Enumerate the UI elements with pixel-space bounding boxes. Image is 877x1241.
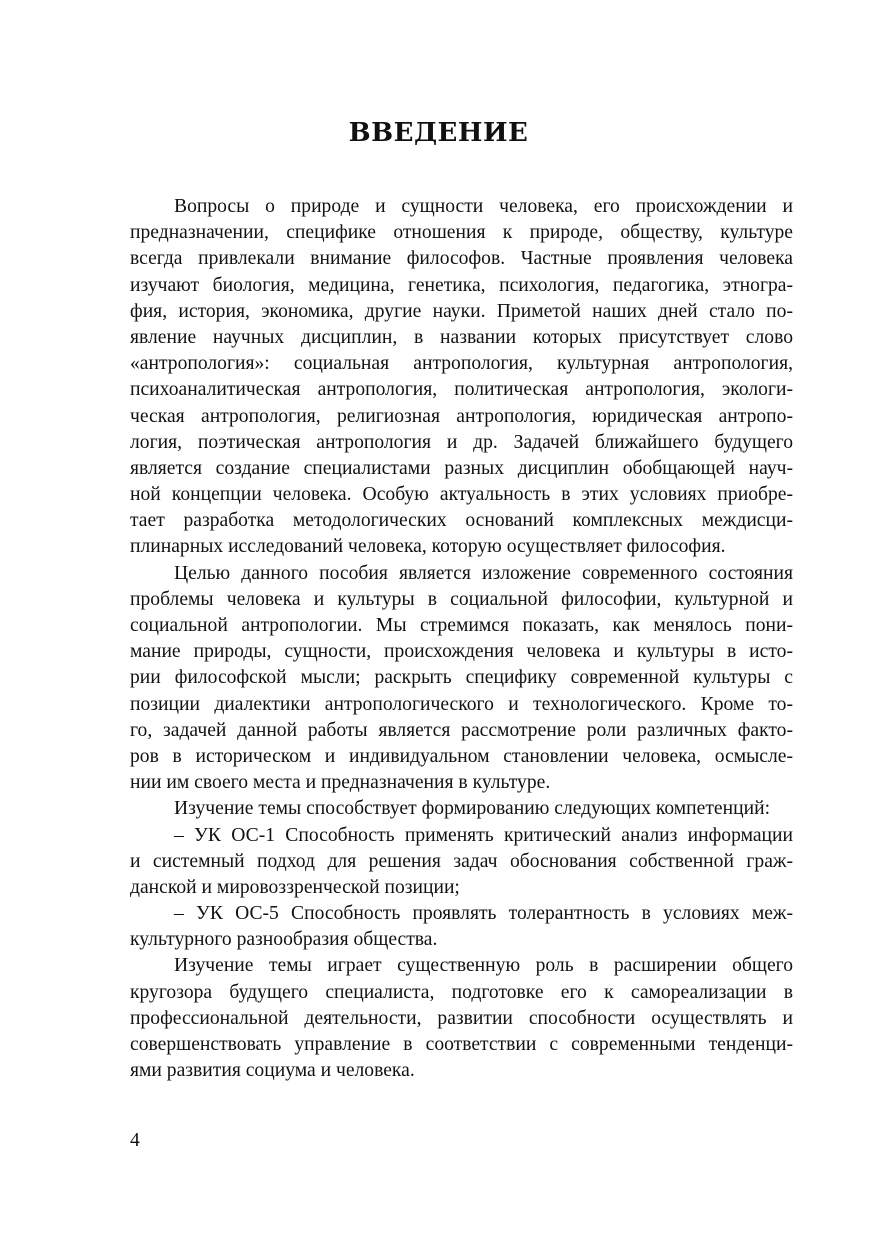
- paragraph: [130, 561, 793, 797]
- text-line: предназначении, специфике отношения к природе, обществу, культуре: [130, 222, 793, 244]
- text-line: психоаналитическая антропология, политическая антропология, экологи-: [130, 379, 793, 401]
- paragraph: [130, 823, 793, 902]
- text-line: ями развития социума и человека.: [130, 1060, 415, 1082]
- text-line: плинарных исследований человека, которую осуществляет философия.: [130, 536, 726, 558]
- paragraph: [130, 194, 793, 561]
- text-line: проблемы человека и культуры в социальной философии, культурной и: [130, 588, 793, 610]
- paragraph: [130, 953, 793, 1084]
- text-line: кругозора будущего специалиста, подготовке его к самореализации в: [130, 981, 793, 1003]
- body-text: [130, 194, 793, 1084]
- text-line: «антропология»: социальная антропология, культурная антропология,: [130, 353, 793, 375]
- text-line: культурного разнообразия общества.: [130, 929, 438, 951]
- text-line: профессиональной деятельности, развитии способности осуществлять и: [130, 1007, 793, 1029]
- text-line: данской и мировоззренческой позиции;: [130, 876, 460, 898]
- text-line: социальной антропологии. Мы стремимся показать, как менялось пони-: [130, 615, 793, 636]
- page-title: ВВЕДЕНИЕ: [348, 118, 529, 148]
- page-number: 4: [130, 1130, 140, 1151]
- text-line: и системный подход для решения задач обоснования собственной граж-: [130, 850, 793, 872]
- text-line: рии философской мысли; раскрыть специфику современной культуры с: [130, 667, 793, 689]
- text-line: Вопросы о природе и сущности человека, его происхождении и: [174, 196, 793, 217]
- text-line: тает разработка методологических оснований комплексных междисци-: [130, 510, 793, 532]
- text-line: явление научных дисциплин, в названии которых присутствует слово: [130, 326, 793, 348]
- text-line: изучают биология, медицина, генетика, психология, педагогика, этногра-: [130, 274, 793, 296]
- text-line: фия, история, экономика, другие науки. Приметой наших дней стало по-: [130, 300, 793, 322]
- text-line: – УК ОС-1 Способность применять критический анализ информации: [174, 824, 793, 846]
- text-line: Целью данного пособия является изложение современного состояния: [174, 562, 793, 584]
- text-line: Изучение темы играет существенную роль в расширении общего: [174, 955, 793, 977]
- text-line: логия, поэтическая антропология и др. Задачей ближайшего будущего: [130, 431, 793, 453]
- text-line: позиции диалектики антропологического и технологического. Кроме то-: [130, 693, 793, 715]
- text-line: нии им своего места и предназначения в культуре.: [130, 772, 551, 794]
- text-line: – УК ОС-5 Способность проявлять толерантность в условиях меж-: [174, 903, 793, 925]
- paragraph: [130, 901, 793, 953]
- text-line: го, задачей данной работы является рассмотрение роли различных факто-: [130, 719, 793, 741]
- paragraph: [130, 796, 793, 822]
- text-line: всегда привлекали внимание философов. Частные проявления человека: [130, 248, 793, 270]
- text-line: совершенствовать управление в соответствии с современными тенденци-: [130, 1034, 793, 1055]
- text-line: ров в историческом и индивидуальном становлении человека, осмысле-: [130, 745, 793, 767]
- text-line: ческая антропология, религиозная антропология, юридическая антропо-: [130, 405, 793, 427]
- text-line: является создание специалистами разных дисциплин обобщающей науч-: [130, 457, 793, 479]
- text-line: ной концепции человека. Особую актуальность в этих условиях приобре-: [130, 484, 793, 506]
- text-line: мание природы, сущности, происхождения человека и культуры в исто-: [130, 641, 793, 663]
- text-line: Изучение темы способствует формированию следующих компетенций:: [174, 798, 771, 820]
